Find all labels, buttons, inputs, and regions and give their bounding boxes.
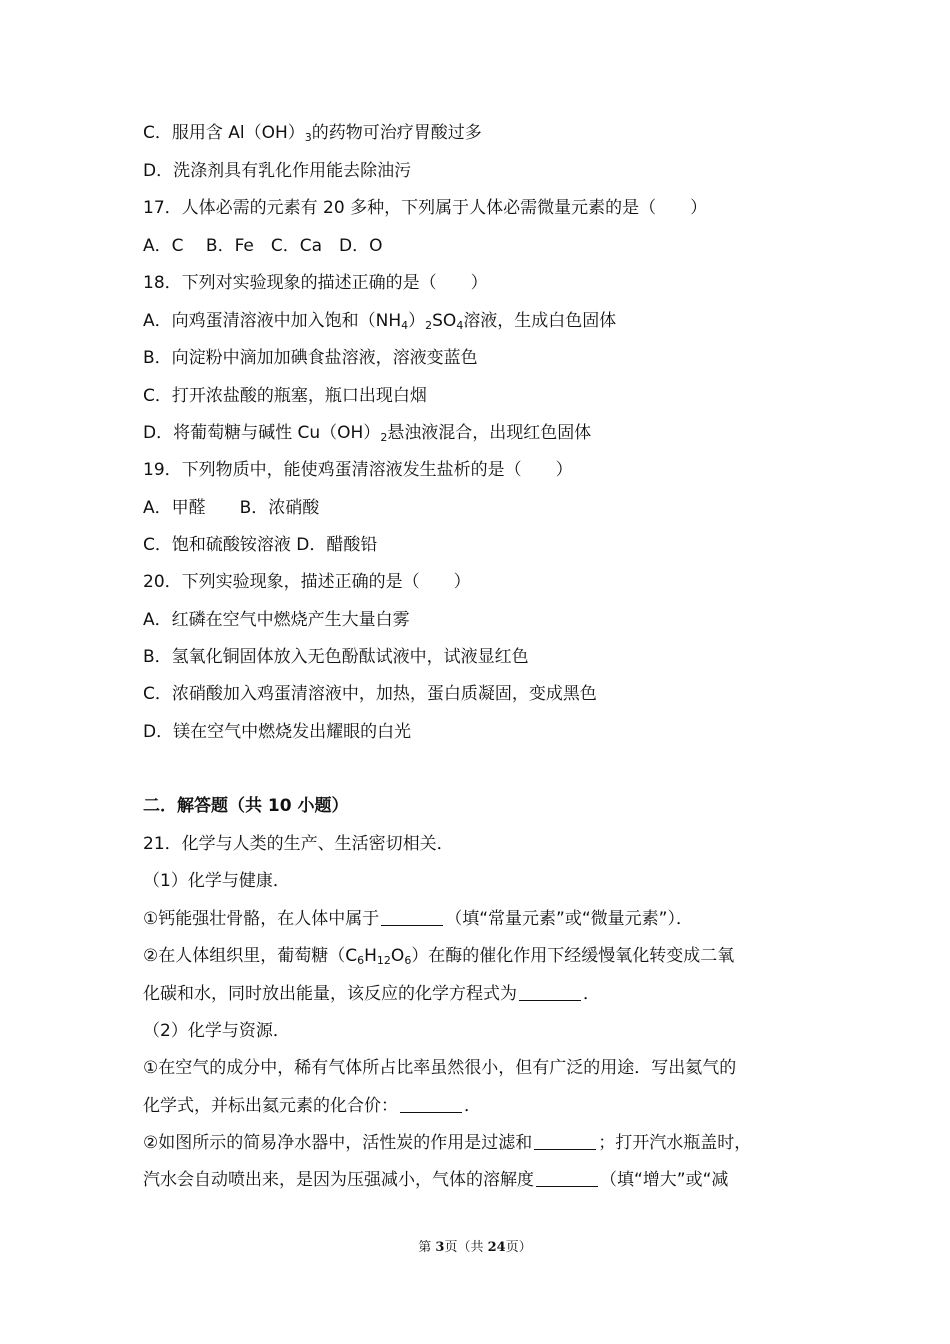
q18-option-d: D．将葡萄糖与碱性 $Cu(OH)_2$悬浊液混合，出现红色固体: [143, 423, 592, 444]
q21-part1-item2: ②在人体组织里，葡萄糖$(C_6H_{12}O_6)$在酶的催化作用下经缓慢氧化转变成二氧: [143, 946, 735, 967]
answer-blank[interactable]: [381, 907, 443, 926]
q19-stem: 19．下列物质中，能使鸡蛋清溶液发生盐析的是（ ）: [143, 460, 573, 480]
page-footer: 第 3页（共 24页）: [418, 1240, 532, 1255]
q21-part1-item1: ①钙能强壮骨骼，在人体中属于 （填“常量元素”或“微量元素”）．: [143, 909, 693, 929]
q20-stem: 20．下列实验现象，描述正确的是（ ）: [143, 572, 471, 592]
answer-blank[interactable]: [536, 1168, 598, 1187]
q21-part2-item2-cont: 汽水会自动喷出来，是因为压强减小，气体的溶解度 （填“增大”或“减: [143, 1170, 729, 1190]
answer-blank[interactable]: [400, 1094, 462, 1113]
q19-options-ab: A．甲醛 B．浓硝酸: [143, 498, 320, 518]
q18-stem: 18．下列对实验现象的描述正确的是（ ）: [143, 273, 488, 293]
q21-part2-item1: ①在空气的成分中，稀有气体所占比率虽然很小，但有广泛的用途．写出氦气的: [143, 1058, 737, 1078]
q19-options-cd: C．饱和硫酸铵溶液 D．醋酸铅: [143, 535, 378, 555]
q20-option-b: B．氢氧化铜固体放入无色酚酞试液中，试液显红色: [143, 647, 529, 667]
q21-part2-title: （2）化学与资源．: [143, 1021, 290, 1041]
q21-stem: 21．化学与人类的生产、生活密切相关．: [143, 834, 454, 854]
q21-part1-item2-cont: 化碳和水，同时放出能量，该反应的化学方程式为 ．: [143, 984, 600, 1004]
q18-option-c: C．打开浓盐酸的瓶塞，瓶口出现白烟: [143, 386, 427, 406]
q17-stem: 17．人体必需的元素有 20 多种，下列属于人体必需微量元素的是（ ）: [143, 198, 708, 218]
q18-option-a: A．向鸡蛋清溶液中加入饱和$(NH_4)_2SO_4$溶液，生成白色固体: [143, 311, 617, 332]
q20-option-c: C．浓硝酸加入鸡蛋清溶液中，加热，蛋白质凝固，变成黑色: [143, 684, 597, 704]
answer-blank[interactable]: [519, 982, 581, 1001]
q21-part2-item1-cont: 化学式，并标出氦元素的化合价： ．: [143, 1096, 481, 1116]
answer-blank[interactable]: [534, 1131, 596, 1150]
q17-options: A．C B．Fe C．Ca D．O: [143, 236, 383, 256]
q20-option-d: D．镁在空气中燃烧发出耀眼的白光: [143, 722, 412, 742]
q21-part1-title: （1）化学与健康．: [143, 871, 290, 891]
q20-option-a: A．红磷在空气中燃烧产生大量白雾: [143, 610, 410, 630]
q18-option-b: B．向淀粉中滴加加碘食盐溶液，溶液变蓝色: [143, 348, 478, 368]
q16-option-c: C．服用含 $Al(OH)_3$的药物可治疗胃酸过多: [143, 123, 482, 144]
section-heading: 二．解答题（共 10 小题）: [143, 796, 349, 816]
q16-option-d: D．洗涤剂具有乳化作用能去除油污: [143, 161, 412, 181]
q21-part2-item2: ②如图所示的简易净水器中，活性炭的作用是过滤和 ；打开汽水瓶盖时，: [143, 1133, 752, 1153]
